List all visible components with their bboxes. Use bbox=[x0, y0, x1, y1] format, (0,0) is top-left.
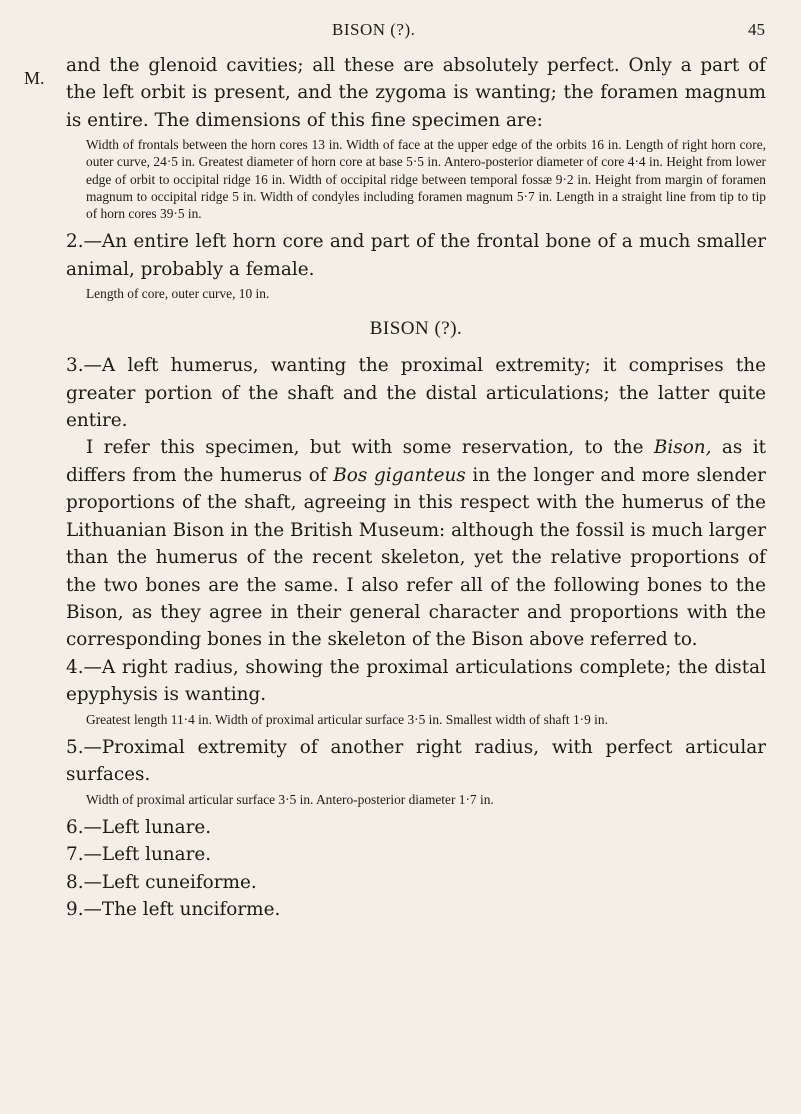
paragraph-item-4: 4.—A right radius, showing the proximal articulations complete; the distal epyphysis is wanting. bbox=[66, 656, 766, 706]
taxon-bison: Bison, bbox=[653, 437, 712, 459]
list-item-6: 6.—Left lunare. bbox=[66, 816, 212, 838]
paragraph-discussion bbox=[66, 434, 766, 653]
paragraph-1: and the glenoid cavities; all these are absolutely perfect. Only a part of the left orbit is present, and the zygoma is wanting; the foramen magnum is entire. The dimensions of this fine specimen are: bbox=[66, 55, 766, 131]
measurements-4: Greatest length 11·4 in. Width of proximal articular surface 3·5 in. Smallest width of shaft 1·9 in. bbox=[86, 711, 608, 727]
page-header bbox=[0, 20, 801, 46]
paragraph-item-5: 5.—Proximal extremity of another right radius, with perfect articular surfaces. bbox=[66, 736, 766, 786]
body-text bbox=[66, 52, 766, 923]
measurements-1: Width of frontals between the horn cores 13 in. Width of face at the upper edge of the orbits 16 in. Length of right horn core, outer curve, 24·5 in. Greatest diameter of horn core at base 5·5 in. Antero-posterior diameter of core 4·4 in. Height from lower edge of orbit to occipital ridge 16 in. Width of occipital ridge between temporal fossæ 9·2 in. Height from margin of foramen magnum to occipital ridge 5 in. Width of condyles including foramen magnum 5·7 in. Length in a straight line from tip to tip of horn cores 39·5 in. bbox=[86, 137, 766, 222]
paragraph-item-3: 3.—A left humerus, wanting the proximal extremity; it comprises the greater portion of the shaft and the distal articulations; the latter quite entire. bbox=[66, 355, 766, 432]
margin-letter: M. bbox=[24, 68, 45, 88]
discussion-text-2: as it differs from the humerus of bbox=[66, 437, 766, 486]
list-item-7: 7.—Left lunare. bbox=[66, 844, 212, 866]
running-head: BISON (?). bbox=[332, 20, 416, 39]
paragraph-item-2: 2.—An entire left horn core and part of the frontal bone of a much smaller animal, probably a female. bbox=[66, 231, 766, 280]
page-number: 45 bbox=[748, 20, 765, 39]
discussion-text-1: I refer this specimen, but with some reservation, to the bbox=[86, 437, 654, 459]
taxon-bos-giganteus: Bos giganteus bbox=[333, 464, 466, 486]
section-heading: BISON (?). bbox=[369, 318, 463, 340]
list-item-8: 8.—Left cuneiforme. bbox=[66, 871, 257, 893]
discussion-text-3: in the longer and more slender proportions of the shaft, agreeing in this respect with the humerus of the Lithuanian Bison in the British Museum: although the fossil is much larger than the humerus of the recent skeleton, yet the relative proportions of the two bones are the same. I also refer all of the following bones to the Bison, as they agree in their general character and proportions with the corresponding bones in the skeleton of the Bison above referred to. bbox=[66, 464, 766, 651]
measurements-2: Length of core, outer curve, 10 in. bbox=[86, 286, 270, 302]
list-item-9: 9.—The left unciforme. bbox=[66, 898, 281, 920]
measurements-5: Width of proximal articular surface 3·5 in. Antero-posterior diameter 1·7 in. bbox=[86, 791, 494, 807]
